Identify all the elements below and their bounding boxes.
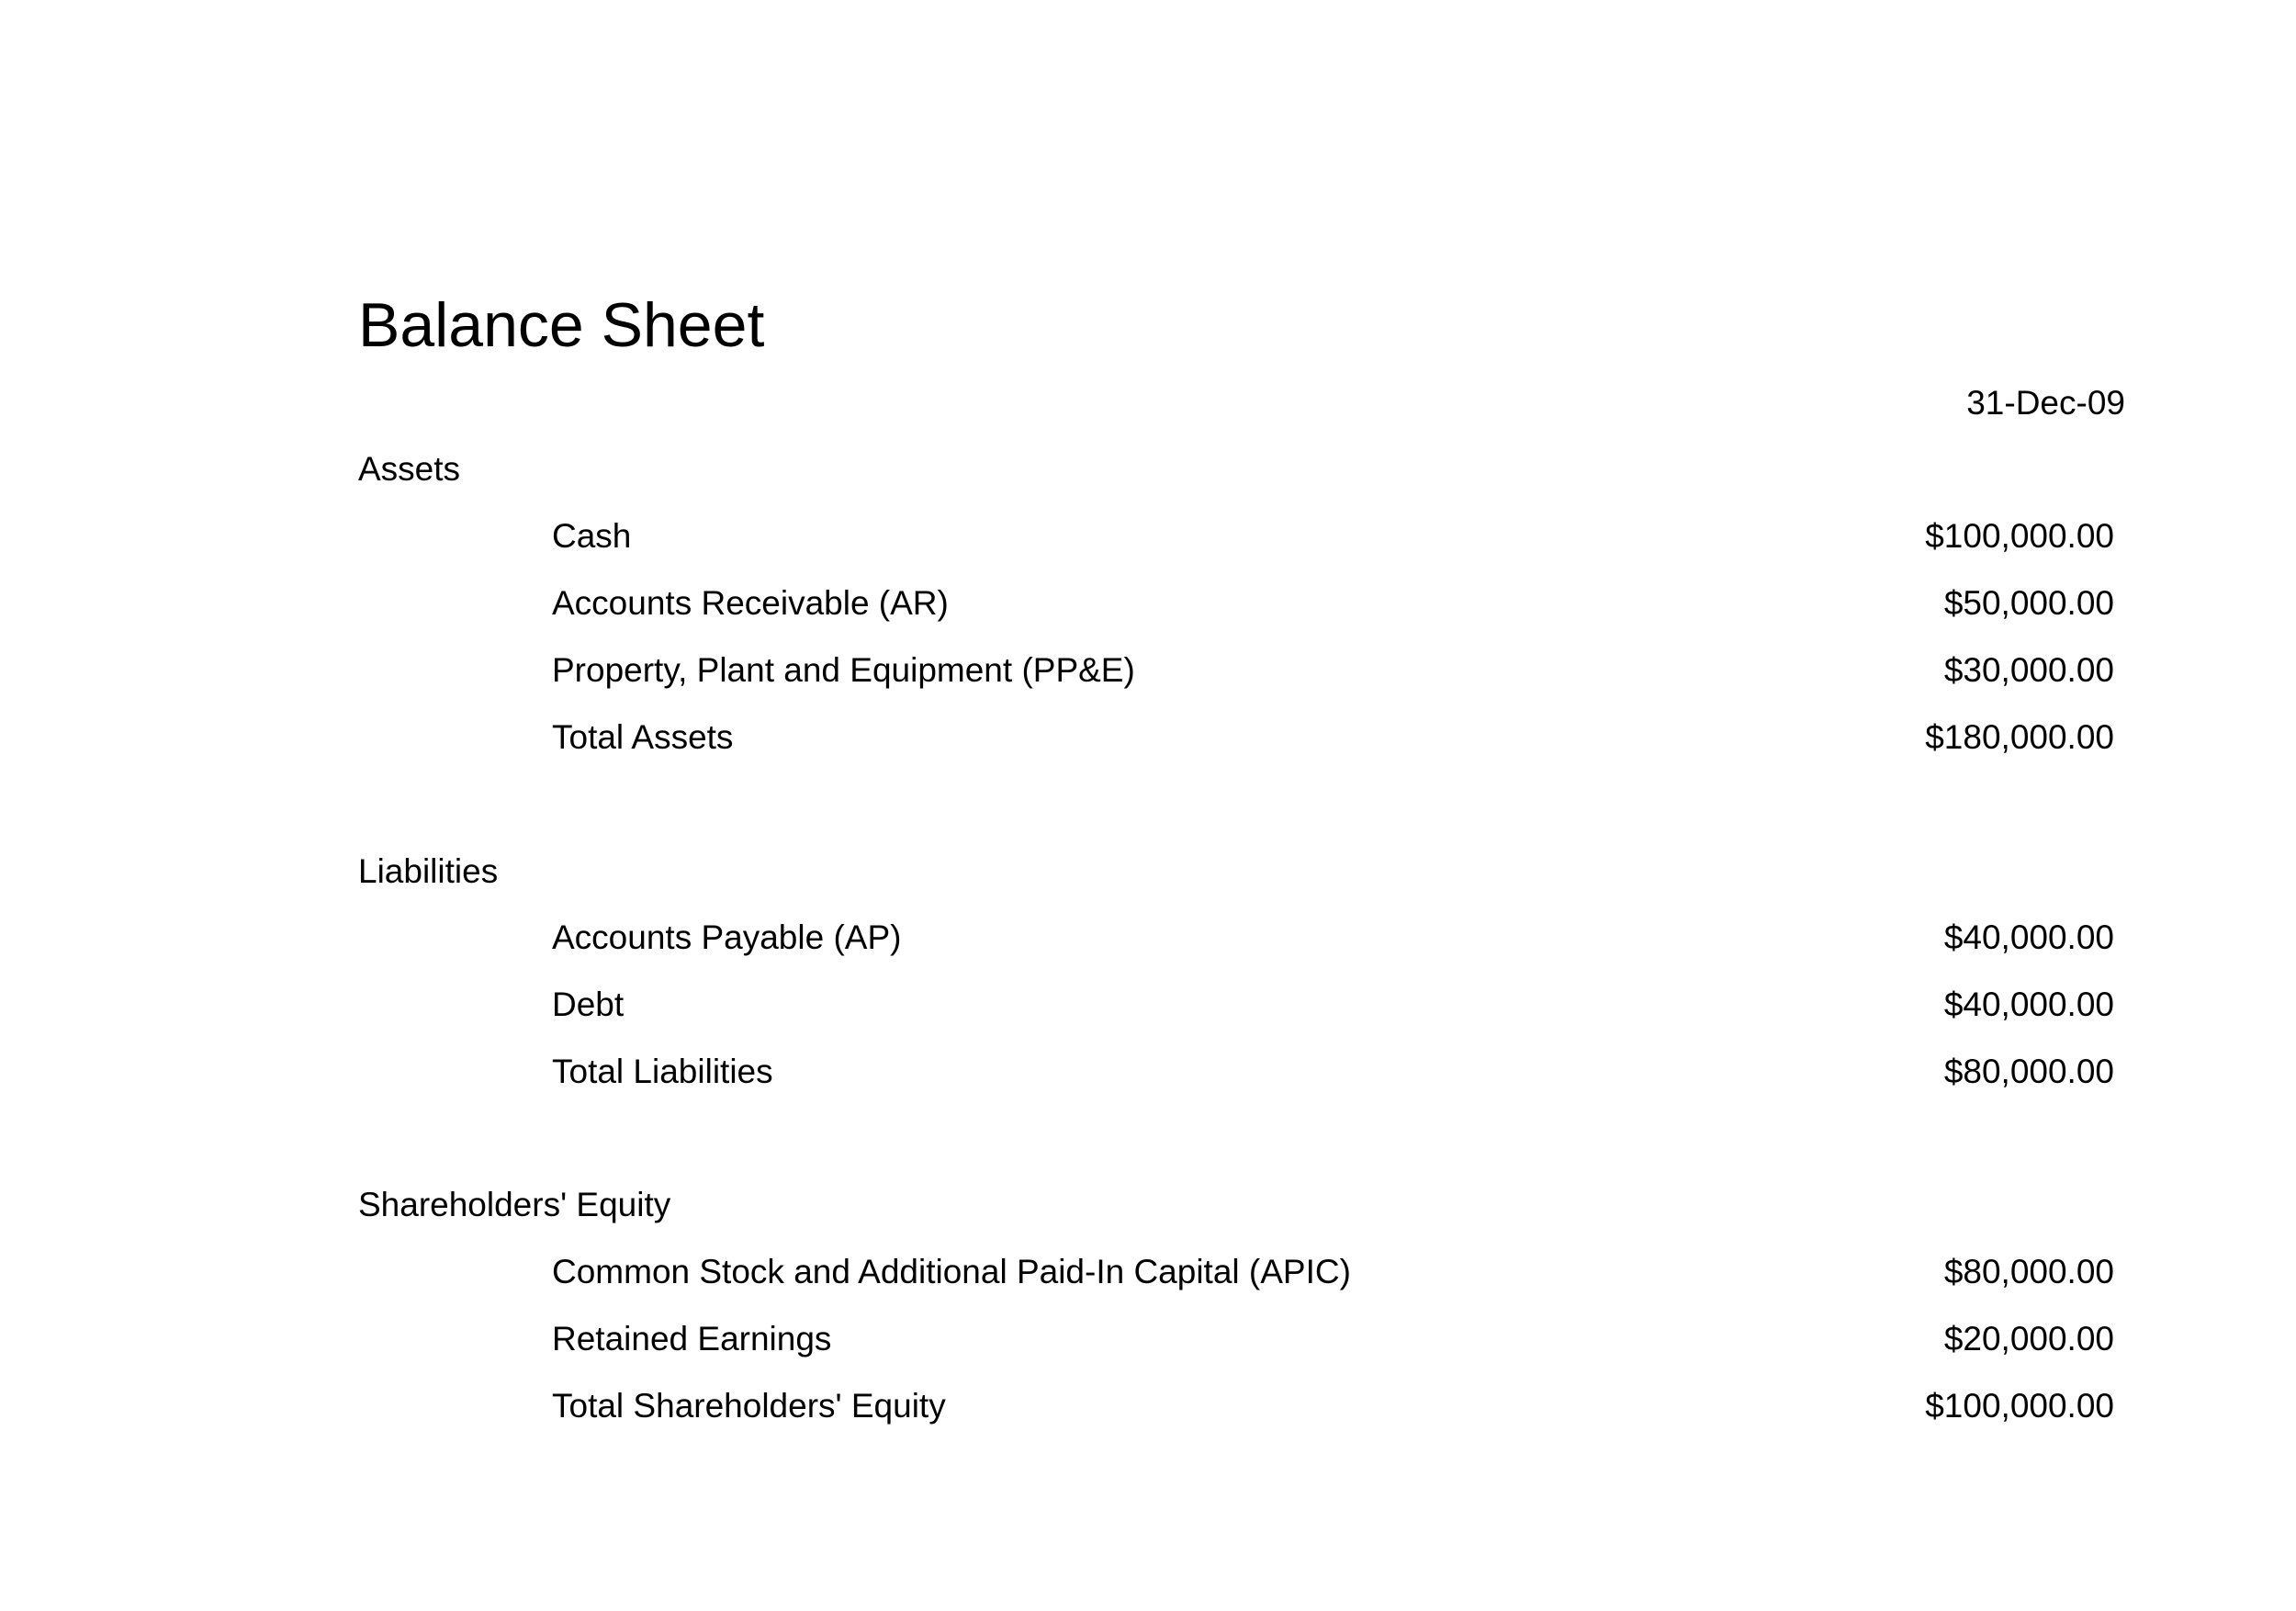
row-value-total-liabilities: $80,000.00 xyxy=(1943,1053,2114,1090)
section-heading-liabilities: Liabilities xyxy=(358,852,499,890)
row-label-retained-earnings: Retained Earnings xyxy=(552,1320,832,1358)
row-label-accounts-payable: Accounts Payable (AP) xyxy=(552,918,902,956)
row-label-total-equity: Total Shareholders' Equity xyxy=(552,1387,946,1425)
row-value-cash: $100,000.00 xyxy=(1925,517,2114,555)
row-value-debt: $40,000.00 xyxy=(1943,986,2114,1023)
row-label-total-liabilities: Total Liabilities xyxy=(552,1053,773,1090)
row-value-total-assets: $180,000.00 xyxy=(1925,718,2114,756)
row-label-total-assets: Total Assets xyxy=(552,718,734,756)
row-label-debt: Debt xyxy=(552,986,625,1023)
row-value-common-stock-apic: $80,000.00 xyxy=(1943,1253,2114,1290)
row-value-accounts-receivable: $50,000.00 xyxy=(1943,584,2114,622)
section-heading-assets: Assets xyxy=(358,450,461,488)
section-heading-equity: Shareholders' Equity xyxy=(358,1186,671,1223)
row-label-cash: Cash xyxy=(552,517,632,555)
row-value-accounts-payable: $40,000.00 xyxy=(1943,918,2114,956)
row-value-retained-earnings: $20,000.00 xyxy=(1943,1320,2114,1358)
page-title: Balance Sheet xyxy=(358,290,765,360)
row-label-ppe: Property, Plant and Equipment (PP&E) xyxy=(552,651,1135,689)
row-value-ppe: $30,000.00 xyxy=(1943,651,2114,689)
row-label-common-stock-apic: Common Stock and Additional Paid-In Capital (APIC) xyxy=(552,1253,1351,1290)
statement-date: 31-Dec-09 xyxy=(1966,384,2125,422)
row-label-accounts-receivable: Accounts Receivable (AR) xyxy=(552,584,949,622)
row-value-total-equity: $100,000.00 xyxy=(1925,1387,2114,1425)
